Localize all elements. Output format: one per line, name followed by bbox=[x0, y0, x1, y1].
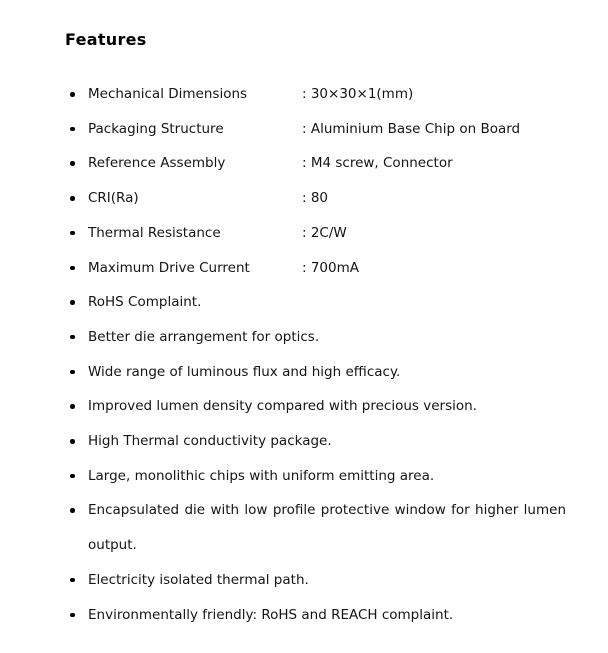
spec-row bbox=[65, 181, 566, 216]
spec-label: Reference Assembly bbox=[88, 155, 226, 172]
feature-item: High Thermal conductivity package. bbox=[65, 424, 566, 459]
spec-value: : 80 bbox=[302, 190, 329, 207]
feature-item: Better die arrangement for optics. bbox=[65, 320, 566, 355]
feature-list bbox=[65, 285, 566, 632]
feature-item: Encapsulated die with low profile protective window for higher lumen output. bbox=[65, 493, 566, 562]
feature-item: Electricity isolated thermal path. bbox=[65, 563, 566, 598]
feature-item: RoHS Complaint. bbox=[65, 285, 566, 320]
spec-value: : 30×30×1(mm) bbox=[302, 86, 414, 102]
spec-row bbox=[65, 251, 566, 286]
spec-value: : Aluminium Base Chip on Board bbox=[302, 120, 521, 137]
spec-label: CRI(Ra) bbox=[88, 190, 139, 207]
feature-item: Wide range of luminous flux and high efficacy. bbox=[65, 355, 566, 390]
spec-row bbox=[65, 216, 566, 251]
feature-item: Environmentally friendly: RoHS and REACH complaint. bbox=[65, 598, 566, 633]
spec-value: : 2C/W bbox=[302, 224, 347, 241]
spec-row bbox=[65, 77, 566, 112]
spec-row bbox=[65, 112, 566, 147]
spec-label: Mechanical Dimensions bbox=[88, 86, 248, 102]
feature-item: Large, monolithic chips with uniform emitting area. bbox=[65, 459, 566, 494]
spec-label: Thermal Resistance bbox=[88, 224, 221, 241]
feature-item: Improved lumen density compared with precious version. bbox=[65, 389, 566, 424]
spec-value: : 700mA bbox=[302, 259, 359, 276]
spec-row bbox=[65, 146, 566, 181]
section-title: Features bbox=[65, 30, 147, 49]
spec-value: : M4 screw, Connector bbox=[302, 155, 453, 172]
spec-list bbox=[65, 77, 566, 285]
spec-label: Packaging Structure bbox=[88, 120, 224, 137]
spec-label: Maximum Drive Current bbox=[88, 259, 250, 276]
